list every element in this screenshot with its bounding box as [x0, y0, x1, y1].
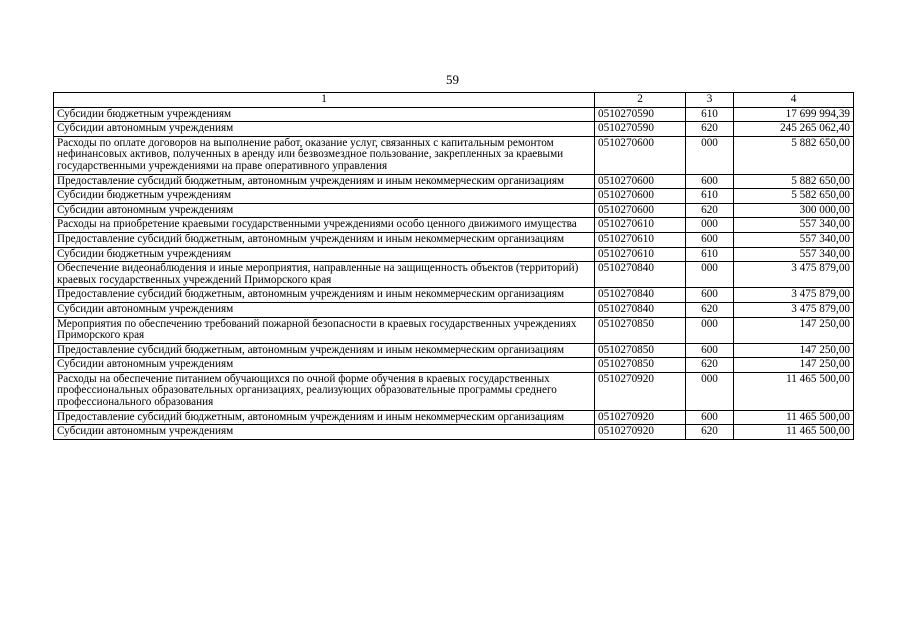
row-name-cell: Субсидии бюджетным учреждениям [54, 107, 595, 122]
table-row [54, 288, 854, 303]
row-name-cell: Субсидии автономным учреждениям [54, 425, 595, 440]
row-type-cell: 620 [686, 425, 734, 440]
row-amount-cell: 300 000,00 [734, 203, 854, 218]
row-type-cell: 000 [686, 136, 734, 174]
row-code-cell: 0510270850 [595, 358, 686, 373]
row-type-cell: 610 [686, 189, 734, 204]
table-row [54, 122, 854, 137]
row-code-cell: 0510270850 [595, 317, 686, 343]
table-row [54, 107, 854, 122]
row-name-cell: Субсидии автономным учреждениям [54, 203, 595, 218]
row-code-cell: 0510270610 [595, 247, 686, 262]
row-name-cell: Предоставление субсидий бюджетным, автономным учреждениям и иным некоммерческим организациям [54, 410, 595, 425]
row-type-cell: 600 [686, 174, 734, 189]
column-header-type: 3 [686, 93, 734, 108]
row-code-cell: 0510270920 [595, 372, 686, 410]
column-header-amount: 4 [734, 93, 854, 108]
row-name-cell: Субсидии автономным учреждениям [54, 358, 595, 373]
table-row [54, 203, 854, 218]
row-amount-cell: 11 465 500,00 [734, 425, 854, 440]
row-name-cell: Предоставление субсидий бюджетным, автономным учреждениям и иным некоммерческим организациям [54, 343, 595, 358]
row-code-cell: 0510270850 [595, 343, 686, 358]
table-row [54, 372, 854, 410]
column-header-code: 2 [595, 93, 686, 108]
row-amount-cell: 5 582 650,00 [734, 189, 854, 204]
table-row [54, 317, 854, 343]
row-type-cell: 610 [686, 247, 734, 262]
row-code-cell: 0510270920 [595, 425, 686, 440]
row-amount-cell: 11 465 500,00 [734, 410, 854, 425]
table-row [54, 174, 854, 189]
row-name-cell: Предоставление субсидий бюджетным, автономным учреждениям и иным некоммерческим организациям [54, 288, 595, 303]
row-name-cell: Расходы по оплате договоров на выполнение работ, оказание услуг, связанных с капитальным ремонтом нефинансовых активов, полученных в аренду или безвозмездное пользование, закрепленных за краевыми государственными учреждениями на праве оперативного управления [54, 136, 595, 174]
row-type-cell: 620 [686, 122, 734, 137]
row-code-cell: 0510270610 [595, 218, 686, 233]
table-row [54, 232, 854, 247]
row-amount-cell: 3 475 879,00 [734, 262, 854, 288]
row-amount-cell: 557 340,00 [734, 247, 854, 262]
row-code-cell: 0510270600 [595, 203, 686, 218]
row-type-cell: 620 [686, 302, 734, 317]
row-code-cell: 0510270920 [595, 410, 686, 425]
row-name-cell: Субсидии бюджетным учреждениям [54, 247, 595, 262]
row-name-cell: Субсидии бюджетным учреждениям [54, 189, 595, 204]
table-header-row [54, 93, 854, 108]
row-type-cell: 620 [686, 358, 734, 373]
table-row [54, 247, 854, 262]
row-name-cell: Обеспечение видеонаблюдения и иные мероприятия, направленные на защищенность объектов (территорий) краевых государственных учреждений Приморского края [54, 262, 595, 288]
table-row [54, 302, 854, 317]
table-row [54, 343, 854, 358]
table-row [54, 358, 854, 373]
row-type-cell: 600 [686, 410, 734, 425]
row-name-cell: Расходы на приобретение краевыми государственными учреждениями особо ценного движимого имущества [54, 218, 595, 233]
row-code-cell: 0510270600 [595, 174, 686, 189]
table-row [54, 425, 854, 440]
row-amount-cell: 557 340,00 [734, 232, 854, 247]
table-row [54, 136, 854, 174]
row-code-cell: 0510270840 [595, 302, 686, 317]
row-code-cell: 0510270840 [595, 262, 686, 288]
row-type-cell: 600 [686, 343, 734, 358]
row-amount-cell: 3 475 879,00 [734, 288, 854, 303]
row-amount-cell: 147 250,00 [734, 358, 854, 373]
row-name-cell: Предоставление субсидий бюджетным, автономным учреждениям и иным некоммерческим организациям [54, 174, 595, 189]
row-code-cell: 0510270610 [595, 232, 686, 247]
row-name-cell: Субсидии автономным учреждениям [54, 302, 595, 317]
row-amount-cell: 245 265 062,40 [734, 122, 854, 137]
row-name-cell: Расходы на обеспечение питанием обучающихся по очной форме обучения в краевых государственных профессиональных образовательных организациях, реализующих образовательные программы среднего профессионального образования [54, 372, 595, 410]
row-amount-cell: 17 699 994,39 [734, 107, 854, 122]
row-type-cell: 610 [686, 107, 734, 122]
table-row [54, 262, 854, 288]
budget-table [53, 92, 854, 440]
row-name-cell: Предоставление субсидий бюджетным, автономным учреждениям и иным некоммерческим организациям [54, 232, 595, 247]
table-row [54, 218, 854, 233]
row-name-cell: Мероприятия по обеспечению требований пожарной безопасности в краевых государственных учреждениях Приморского края [54, 317, 595, 343]
row-amount-cell: 557 340,00 [734, 218, 854, 233]
row-type-cell: 620 [686, 203, 734, 218]
row-type-cell: 600 [686, 288, 734, 303]
row-code-cell: 0510270600 [595, 136, 686, 174]
column-header-name: 1 [54, 93, 595, 108]
row-amount-cell: 5 882 650,00 [734, 174, 854, 189]
page-number: 59 [446, 72, 459, 87]
row-type-cell: 600 [686, 232, 734, 247]
row-type-cell: 000 [686, 262, 734, 288]
row-type-cell: 000 [686, 372, 734, 410]
row-code-cell: 0510270590 [595, 107, 686, 122]
row-amount-cell: 11 465 500,00 [734, 372, 854, 410]
row-amount-cell: 147 250,00 [734, 343, 854, 358]
row-type-cell: 000 [686, 317, 734, 343]
row-code-cell: 0510270600 [595, 189, 686, 204]
table-row [54, 189, 854, 204]
row-type-cell: 000 [686, 218, 734, 233]
row-code-cell: 0510270590 [595, 122, 686, 137]
row-name-cell: Субсидии автономным учреждениям [54, 122, 595, 137]
row-code-cell: 0510270840 [595, 288, 686, 303]
row-amount-cell: 147 250,00 [734, 317, 854, 343]
row-amount-cell: 3 475 879,00 [734, 302, 854, 317]
table-row [54, 410, 854, 425]
row-amount-cell: 5 882 650,00 [734, 136, 854, 174]
